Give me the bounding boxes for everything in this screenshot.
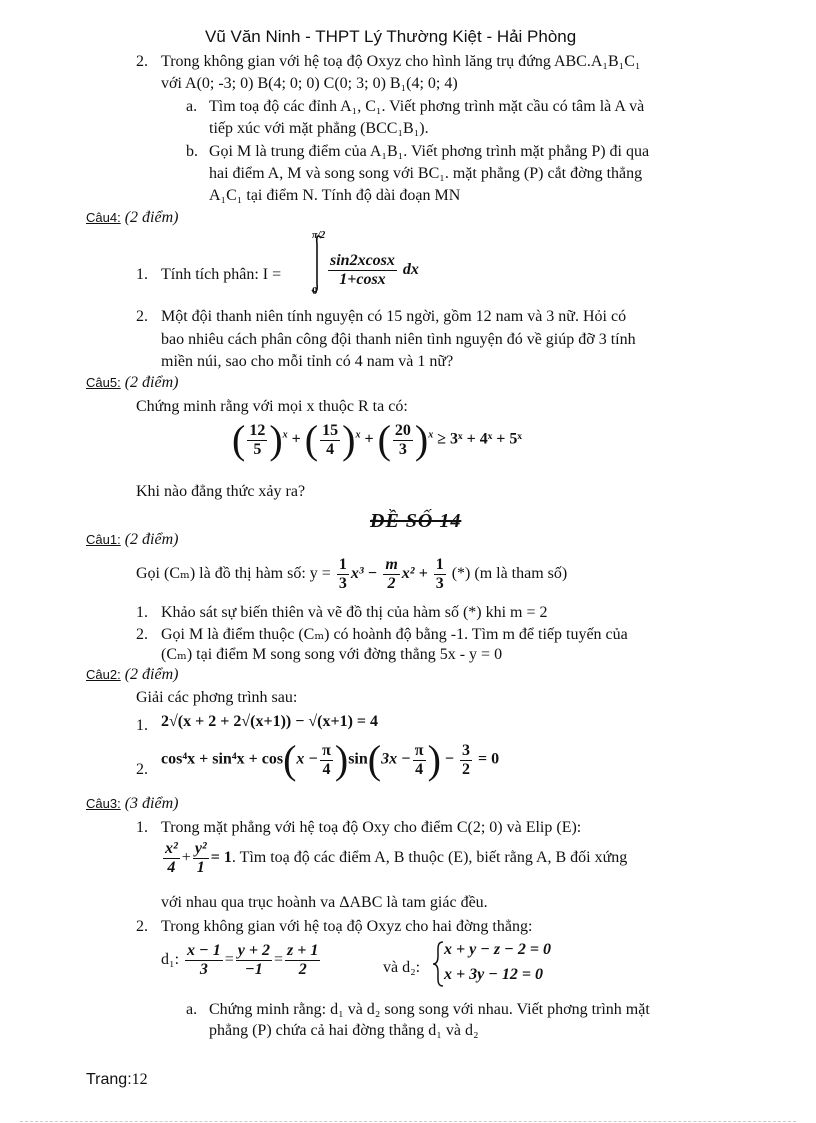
eq2-two: 2: [462, 760, 471, 778]
d1-d3: 2: [298, 961, 307, 978]
cau2-eq2: cos⁴x + sin⁴x + cos(x − $\frac{\pi}{4}$ )sin(3x − $\frac{\pi}{4}$ ) − $\frac{3}{2}$ = 0: [161, 737, 500, 782]
frac1-num: 12: [249, 421, 266, 439]
system-brace: [431, 940, 445, 988]
prev-a-label: a.: [186, 98, 198, 115]
eq2-part-b: x −: [296, 750, 319, 768]
cau3-label: Câu3:: [86, 796, 121, 811]
cau5-line2: Khi nào đẳng thức xảy ra?: [136, 483, 306, 500]
cau2-label: Câu2:: [86, 667, 121, 682]
eq2-sin: sin: [348, 750, 368, 768]
cau5-points: (2 điểm): [124, 374, 179, 391]
cau3-a-label: a.: [186, 1001, 198, 1018]
cau4-item2-line3: miền núi, sao cho mỗi tỉnh có 4 nam và 1 nữ?: [161, 353, 454, 370]
cau4-item2-line1: Một đội thanh niên tính nguyện có 15 ngời, gồm 12 nam và 3 nữ. Hỏi có: [161, 308, 627, 325]
frac2-num: 15: [322, 421, 339, 439]
exp1: x: [282, 429, 288, 441]
prev-b-line2: hai điểm A, M và song song với BC₁. mặt phẳng (P) cắt đờng thẳng: [209, 165, 643, 182]
cau3-item1-number: 1.: [136, 819, 148, 836]
cau1-n1: 1: [338, 556, 347, 573]
cau1-d2: 2: [387, 575, 396, 592]
integral-lower-limit: 0: [312, 285, 318, 297]
cau3-heading: [86, 795, 178, 813]
cau1-n2: m: [385, 556, 398, 573]
cau2-intro: Giải các phơng trình sau:: [136, 689, 298, 706]
integrand-numerator: sin2xcosx: [330, 252, 395, 269]
exp3: x: [428, 429, 434, 441]
cau1-item1-text: Khảo sát sự biến thiên và vẽ đồ thị của hàm số (*) khi m = 2: [161, 604, 548, 621]
cau3-item1-line3: với nhau qua trục hoành va ΔABC là tam giác đều.: [161, 894, 488, 911]
cau3-item1-line2: . Tìm toạ độ các điểm A, B thuộc (E), biết rằng A, B đối xứng: [231, 849, 628, 867]
prev-item2-line2: với A(0; -3; 0) B(4; 0; 0) C(0; 3; 0) B₁(4; 0; 4): [161, 75, 458, 92]
cau1-item1-number: 1.: [136, 604, 148, 621]
integrand-dx: dx: [402, 261, 419, 279]
cau1-points: (2 điểm): [124, 531, 179, 548]
d1-n2: y + 2: [237, 942, 270, 959]
cau2-heading: [86, 666, 178, 684]
cau3-item2-number: 2.: [136, 918, 148, 935]
cau1-function: [136, 556, 567, 593]
d1-d2: −1: [245, 961, 263, 978]
plus1: +: [291, 430, 301, 448]
cau3-ellipse-line: $\frac{\text{x²}}{4}$ + $\frac{\text{y²}}{1}$ = 1. Tìm toạ độ các điểm A, B thuộc (E), biết rằng A, B đối xứng: [165, 840, 628, 876]
footer-page-number: 12: [131, 1071, 148, 1088]
cau5-heading: [86, 374, 178, 392]
cau2-eq1: 2√(x + 2 + 2√(x+1)) − √(x+1) = 4: [161, 713, 379, 730]
eq2-four2: 4: [415, 760, 424, 778]
eq2-part-d: 3x −: [381, 750, 411, 768]
exp2: x: [355, 429, 361, 441]
cau5-label: Câu5:: [86, 375, 121, 390]
cau1-term2: x² +: [401, 565, 428, 583]
ellipse-eq: = 1: [210, 849, 232, 867]
cau1-item2-line2: (Cₘ) tại điểm M song song với đờng thẳng 5x - y = 0: [161, 646, 503, 663]
footer-label: Trang:: [86, 1071, 132, 1088]
eq2-part-a: cos⁴x + sin⁴x + cos: [161, 750, 284, 768]
exam-title: ĐỀ SỐ 14: [370, 510, 462, 532]
page-footer: [86, 1071, 148, 1089]
cau1-term1: x³ −: [350, 565, 378, 583]
ellipse-1: 1: [196, 859, 205, 876]
ellipse-y2: y²: [194, 840, 207, 857]
cau4-points: (2 điểm): [124, 209, 179, 226]
frac3-num: 20: [394, 421, 411, 439]
cau3-item1-line1: Trong mặt phẳng với hệ toạ độ Oxy cho điểm C(2; 0) và Elip (E):: [161, 819, 582, 836]
cau3-points: (3 điểm): [124, 795, 179, 812]
ellipse-4: 4: [167, 859, 176, 876]
eq2-pi1: π: [322, 741, 331, 759]
cau2-eq2-number: 2.: [136, 761, 148, 778]
eq2-minus: −: [444, 750, 455, 768]
cau1-intro: Gọi (Cₘ) là đồ thị hàm số: y =: [136, 565, 331, 583]
d1-label: d₁:: [161, 951, 180, 969]
d1-eq1: =: [224, 951, 234, 969]
bottom-divider: [20, 1121, 796, 1122]
cau1-heading: [86, 531, 178, 549]
cau2-points: (2 điểm): [124, 666, 179, 683]
prev-b-line1: Gọi M là trung điểm của A₁B₁. Viết phơng trình mặt phẳng P) đi qua: [209, 143, 650, 160]
d2-label: và d₂:: [383, 959, 421, 976]
cau3-item2-line1: Trong không gian với hệ toạ độ Oxyz cho hai đờng thẳng:: [161, 918, 533, 935]
cau5-inequality: ( $\frac{12}{5}$ )$^x$ + ( $\frac{15}{4}$ )$^x$ + ( $\frac{20}{3}$ )$^x$ ≥ 3ˣ + 4ˣ + 5ˣ: [232, 417, 522, 462]
eq2-three: 3: [462, 741, 471, 759]
prev-a-line2: tiếp xúc với mặt phẳng (BCC₁B₁).: [209, 120, 429, 137]
integrand-denominator: 1+cosx: [339, 271, 386, 288]
frac1-den: 5: [253, 440, 262, 458]
prev-b-label: b.: [186, 143, 198, 160]
plus2: +: [364, 430, 374, 448]
d1-eq2: =: [273, 951, 284, 969]
cau1-item2-number: 2.: [136, 626, 148, 643]
frac3-den: 3: [398, 440, 407, 458]
d1-d1: 3: [199, 961, 208, 978]
eq2-pi2: π: [414, 741, 424, 759]
eq2-equals: = 0: [478, 750, 500, 768]
d2-equation1: x + y − z − 2 = 0: [444, 941, 551, 958]
prev-b-line3: A₁C₁ tại điểm N. Tính độ dài đoạn MN: [209, 187, 461, 204]
eq2-four1: 4: [322, 760, 331, 778]
d1-n1: x − 1: [187, 942, 221, 959]
cau1-item2-line1: Gọi M là điểm thuộc (Cₘ) có hoành độ bằng -1. Tìm m để tiếp tuyến của: [161, 626, 628, 643]
cau1-label: Câu1:: [86, 532, 121, 547]
integrand-fraction: [326, 252, 419, 289]
cau4-label: Câu4:: [86, 210, 121, 225]
integral-upper-limit: π/2: [312, 230, 326, 241]
cau1-n3: 1: [435, 556, 444, 573]
cau5-line1: Chứng minh rằng với mọi x thuộc R ta có:: [136, 398, 408, 415]
cau3-a-line1: Chứng minh rằng: d₁ và d₂ song song với nhau. Viết phơng trình mặt: [209, 1001, 650, 1018]
cau1-d1: 3: [338, 575, 347, 592]
inequality-rhs: ≥ 3ˣ + 4ˣ + 5ˣ: [437, 430, 522, 448]
cau4-item1-number: 1.: [136, 266, 148, 283]
cau2-eq1-number: 1.: [136, 717, 148, 734]
cau4-item2-line2: bao nhiêu cách phân công đội thanh niên tình nguyện đó về giúp đỡ 3 tính: [161, 331, 636, 348]
cau3-a-line2: phẳng (P) chứa cả hai đờng thẳng d₁ và d₂: [209, 1022, 479, 1039]
cau3-lines-equations: [161, 942, 322, 979]
prev-a-line1: Tìm toạ độ các đỉnh A₁, C₁. Viết phơng trình mặt cầu có tâm là A và: [209, 98, 645, 115]
cau1-d3: 3: [435, 575, 444, 592]
ellipse-x2: x²: [165, 840, 178, 857]
prev-item2-number: 2.: [136, 53, 148, 70]
frac2-den: 4: [326, 440, 335, 458]
cau4-item2-number: 2.: [136, 308, 148, 325]
page-header: Vũ Văn Ninh - THPT Lý Thường Kiệt - Hải Phòng: [205, 27, 577, 46]
d2-equation2: x + 3y − 12 = 0: [444, 966, 544, 983]
prev-item2-line1: Trong không gian với hệ toạ độ Oxyz cho hình lăng trụ đứng ABC.A₁B₁C₁: [161, 53, 641, 70]
cau1-note: (*) (m là tham số): [451, 565, 568, 583]
cau4-heading: [86, 209, 178, 227]
d1-n3: z + 1: [287, 942, 319, 959]
cau4-item1-text: Tính tích phân: I =: [161, 266, 282, 283]
